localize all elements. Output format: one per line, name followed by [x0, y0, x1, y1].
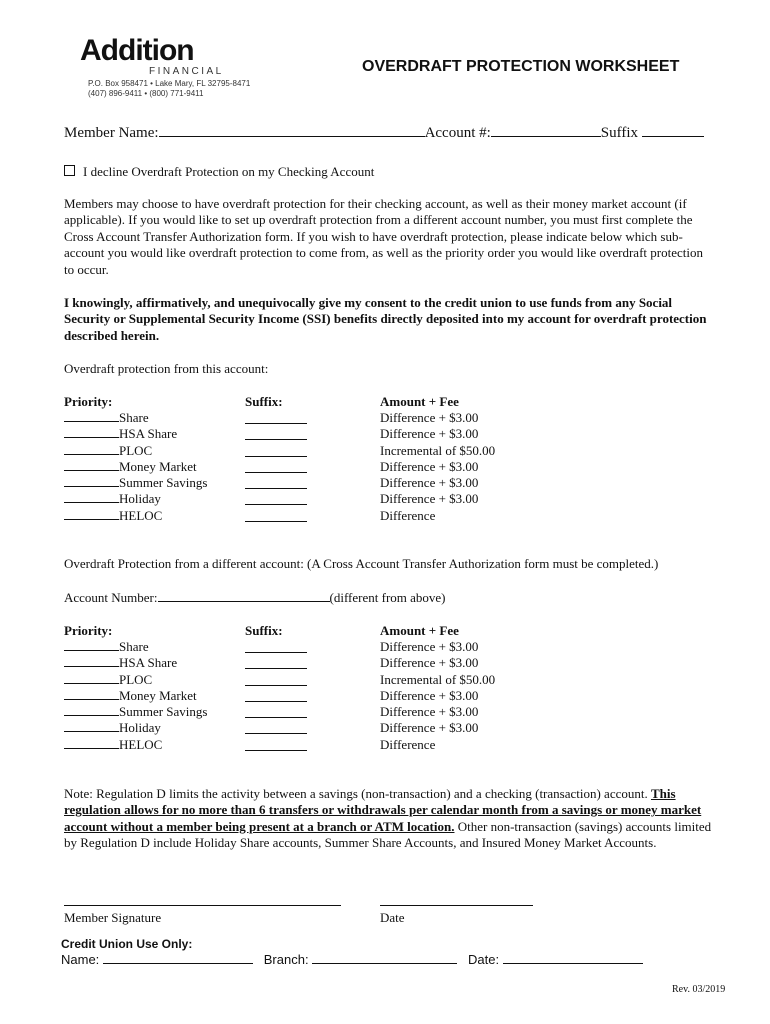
section1-suffix-header: Suffix: — [245, 394, 283, 409]
cu-name-field[interactable] — [103, 953, 253, 964]
page-title: OVERDRAFT PROTECTION WORKSHEET — [362, 58, 680, 75]
suffix-field[interactable] — [245, 477, 307, 489]
suffix-field[interactable] — [245, 461, 307, 473]
priority-row — [64, 672, 584, 688]
cu-branch-label: Branch: — [263, 952, 309, 967]
cu-date-field[interactable] — [503, 953, 643, 964]
amount-fee-label: Difference + $3.00 — [380, 720, 479, 736]
priority-row — [64, 491, 584, 507]
priority-row — [64, 475, 584, 491]
amount-fee-label: Difference + $3.00 — [380, 639, 479, 654]
decline-checkbox[interactable] — [64, 165, 75, 176]
section1-rows — [64, 410, 584, 524]
note-part1: Note: Regulation D limits the activity between a savings (non-transaction) and a checking (transaction) account. — [64, 786, 651, 801]
account-type-label: HSA Share — [119, 655, 178, 671]
note-part3: Other non-transaction (savings) accounts limited by Regulation D include Holiday Share accounts, Summer Share Accounts, and Insured Money Market Accounts. — [64, 818, 712, 851]
regulation-note — [64, 786, 719, 852]
member-name-field[interactable] — [159, 122, 425, 137]
priority-row — [64, 426, 584, 442]
priority-row — [64, 443, 584, 459]
signature-date-line[interactable] — [380, 905, 533, 906]
priority-field[interactable] — [64, 491, 119, 503]
account-type-label: Summer Savings — [119, 475, 208, 491]
priority-row — [64, 720, 584, 736]
account-type-label: Summer Savings — [119, 704, 208, 720]
member-info-row — [64, 122, 704, 142]
section2-account-number-field[interactable] — [158, 590, 330, 602]
priority-row — [64, 410, 584, 426]
priority-field[interactable] — [64, 672, 119, 684]
priority-field[interactable] — [64, 688, 119, 700]
address-line-2: (407) 896-9411 • (800) 771-9411 — [88, 89, 204, 98]
amount-fee-label: Difference + $3.00 — [380, 410, 479, 425]
credit-union-use-row — [61, 952, 643, 967]
priority-field[interactable] — [64, 704, 119, 716]
amount-fee-label: Difference + $3.00 — [380, 704, 479, 720]
account-type-label: PLOC — [119, 671, 153, 687]
account-type-label: Holiday — [119, 491, 161, 507]
amount-fee-label: Difference + $3.00 — [380, 491, 479, 507]
address-line-1: P.O. Box 958471 • Lake Mary, FL 32795-8471 — [88, 79, 251, 88]
note-emphasis: This regulation allows for no more than 6 transfers or withdrawals per calendar month from a savings or money market account without a member being present at a branch or ATM location. — [64, 786, 702, 834]
decline-option — [64, 164, 374, 180]
account-type-label: HELOC — [119, 736, 163, 752]
priority-row — [64, 737, 584, 753]
section2-priority-header: Priority: — [64, 623, 113, 638]
suffix-field[interactable] — [245, 690, 307, 702]
priority-field[interactable] — [64, 475, 119, 487]
intro-paragraph: Members may choose to have overdraft protection for their checking account, as well as their money market account (if applicable). If you would like to set up overdraft protection from a different account number, you must first complete the Cross Account Transfer Authorization form. If you wish to have overdraft protection, please indicate below which sub-account you would like overdraft protection to come from, as well as the priority order you would like overdraft protection to occur. — [64, 196, 703, 277]
account-type-label: HELOC — [119, 507, 163, 523]
amount-fee-label: Difference + $3.00 — [380, 655, 479, 671]
suffix-label: Suffix — [600, 125, 639, 141]
suffix-field[interactable] — [245, 445, 307, 457]
account-type-label: HSA Share — [119, 426, 178, 442]
amount-fee-label: Difference — [380, 736, 436, 752]
member-signature-label: Member Signature — [64, 910, 162, 925]
section1-priority-header: Priority: — [64, 394, 113, 409]
suffix-field[interactable] — [245, 412, 307, 424]
priority-field[interactable] — [64, 459, 119, 471]
priority-row — [64, 459, 584, 475]
section2-suffix-header: Suffix: — [245, 623, 283, 638]
account-type-label: Money Market — [119, 687, 197, 703]
priority-row — [64, 704, 584, 720]
priority-field[interactable] — [64, 639, 119, 651]
account-type-label: Holiday — [119, 720, 161, 736]
amount-fee-label: Incremental of $50.00 — [380, 671, 496, 687]
amount-fee-label: Difference + $3.00 — [380, 687, 479, 703]
section2-rows — [64, 639, 584, 753]
suffix-field[interactable] — [642, 122, 704, 137]
account-number-note: (different from above) — [329, 590, 446, 605]
signature-date-label: Date — [380, 910, 405, 925]
section2-account-number-row — [64, 590, 446, 606]
account-label: Account #: — [424, 125, 491, 141]
suffix-field[interactable] — [245, 722, 307, 734]
section1-heading: Overdraft protection from this account: — [64, 361, 269, 376]
amount-fee-label: Incremental of $50.00 — [380, 442, 496, 458]
priority-field[interactable] — [64, 426, 119, 438]
priority-field[interactable] — [64, 443, 119, 455]
priority-field[interactable] — [64, 410, 119, 422]
suffix-field[interactable] — [245, 510, 307, 522]
revision-label: Rev. 03/2019 — [672, 984, 726, 995]
priority-field[interactable] — [64, 737, 119, 749]
suffix-field[interactable] — [245, 674, 307, 686]
amount-fee-label: Difference — [380, 507, 436, 523]
member-signature-line[interactable] — [64, 905, 341, 906]
suffix-field[interactable] — [245, 428, 307, 440]
amount-fee-label: Difference + $3.00 — [380, 426, 479, 442]
logo-subtitle: FINANCIAL — [149, 66, 224, 77]
logo: Addition — [80, 34, 194, 67]
priority-row — [64, 688, 584, 704]
account-type-label: Share — [119, 410, 149, 425]
credit-union-use-title: Credit Union Use Only: — [61, 937, 193, 951]
cu-date-label: Date: — [468, 952, 500, 967]
priority-row — [64, 508, 584, 524]
consent-paragraph: I knowingly, affirmatively, and unequivocally give my consent to the credit union to use funds from any Social Security or Supplemental Security Income (SSI) benefits directly deposited into my account for overdraft protection described herein. — [64, 295, 707, 343]
section2-amount-header: Amount + Fee — [380, 623, 459, 638]
account-number-field[interactable] — [491, 122, 601, 137]
account-type-label: Money Market — [119, 458, 197, 474]
suffix-field[interactable] — [245, 641, 307, 653]
account-type-label: PLOC — [119, 442, 153, 458]
section2-heading: Overdraft Protection from a different account: (A Cross Account Transfer Authorization form must be completed.) — [64, 556, 659, 571]
decline-label: I decline Overdraft Protection on my Checking Account — [83, 164, 375, 179]
amount-fee-label: Difference + $3.00 — [380, 475, 479, 491]
amount-fee-label: Difference + $3.00 — [380, 458, 479, 474]
account-number-label: Account Number: — [64, 590, 158, 605]
suffix-field[interactable] — [245, 493, 307, 505]
account-type-label: Share — [119, 639, 149, 654]
suffix-field[interactable] — [245, 706, 307, 718]
cu-branch-field[interactable] — [312, 953, 457, 964]
suffix-field[interactable] — [245, 739, 307, 751]
priority-row — [64, 655, 584, 671]
priority-field[interactable] — [64, 720, 119, 732]
cu-name-label: Name: — [61, 952, 100, 967]
section1-amount-header: Amount + Fee — [380, 394, 459, 409]
suffix-field[interactable] — [245, 657, 307, 669]
priority-field[interactable] — [64, 655, 119, 667]
priority-field[interactable] — [64, 508, 119, 520]
priority-row — [64, 639, 584, 655]
member-name-label: Member Name: — [64, 125, 159, 141]
